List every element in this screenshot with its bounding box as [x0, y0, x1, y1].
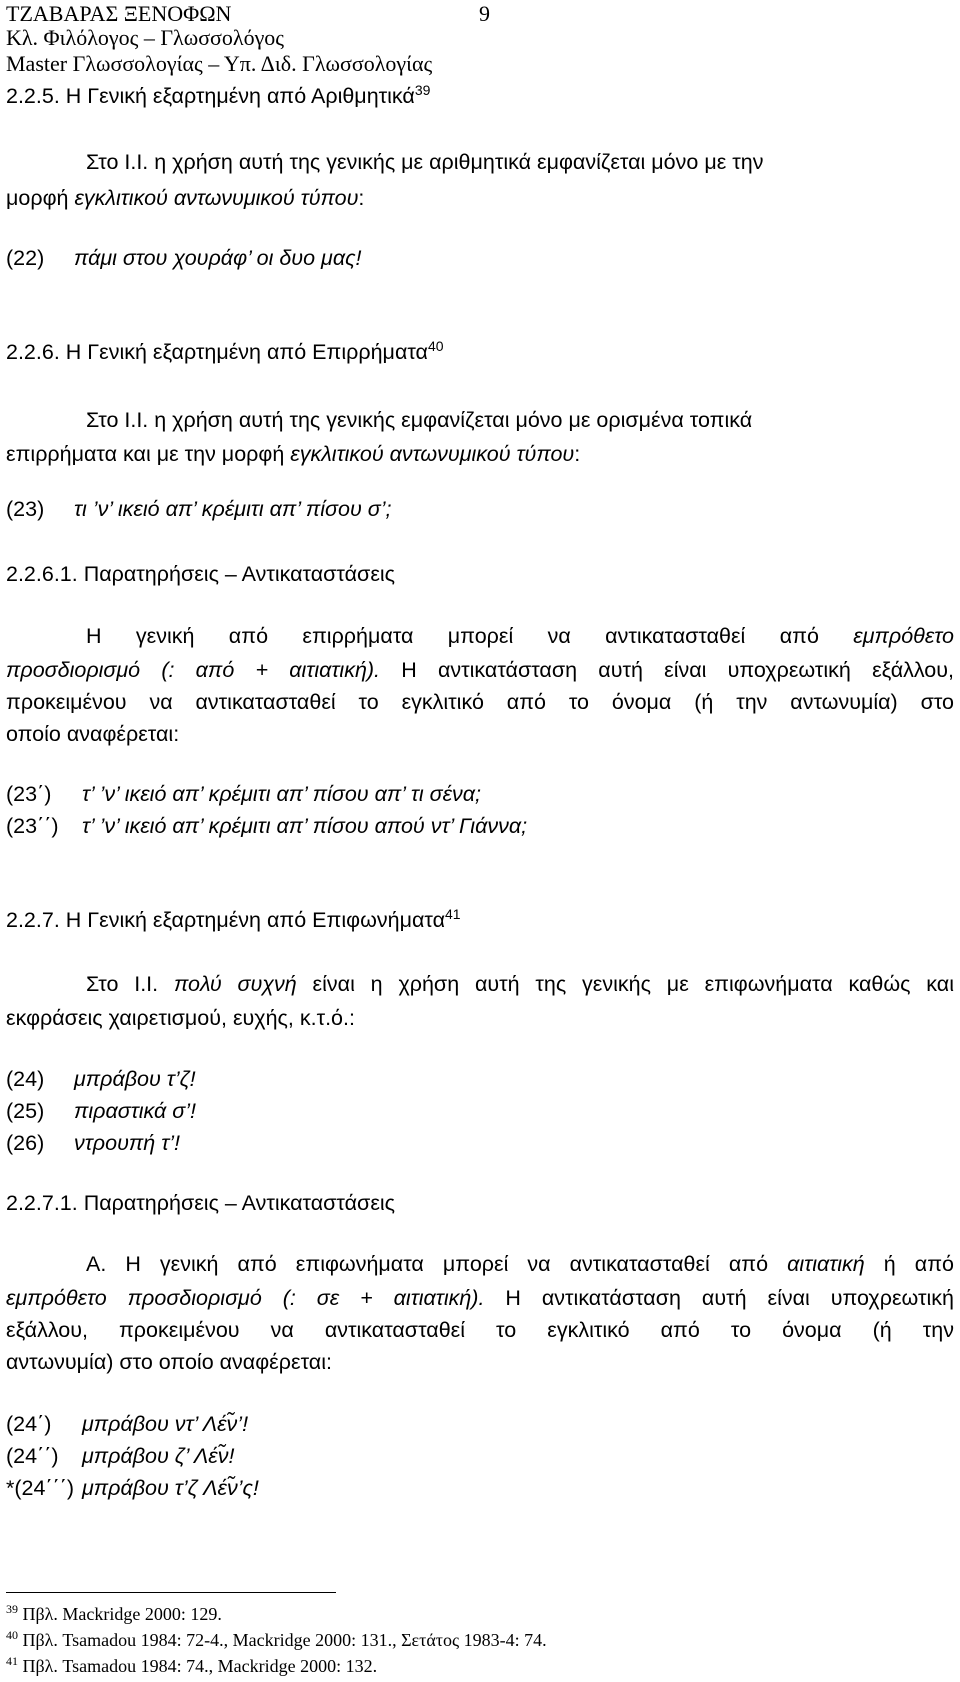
- paragraph-2-2-6-1-line3: προκειμένου να αντικατασταθεί το εγκλιτικό από το όνομα (ή την αντωνυμία) στο: [6, 690, 954, 714]
- footnote-number: 41: [6, 1654, 18, 1668]
- example-text: μπράβου τ’ζ Λέν̃’ς!: [82, 1476, 259, 1500]
- footnote-ref-41: 41: [445, 906, 461, 922]
- footnote-39: [6, 1604, 222, 1624]
- page-header: [6, 2, 954, 26]
- footnote-text: Πβλ. Mackridge 2000: 129.: [22, 1604, 222, 1624]
- example-text: πιραστικά σ’!: [74, 1099, 196, 1123]
- example-23a: [6, 782, 954, 806]
- section-heading-2-2-7-1: 2.2.7.1. Παρατηρήσεις – Αντικαταστάσεις: [6, 1191, 396, 1215]
- example-number: (24΄΄): [6, 1444, 59, 1468]
- example-24b: [6, 1444, 954, 1468]
- example-number: (23): [6, 497, 45, 521]
- header-title-line1: Κλ. Φιλόλογος – Γλωσσολόγος: [6, 25, 285, 50]
- example-25: [6, 1099, 954, 1123]
- example-23b: [6, 814, 954, 838]
- paragraph-2-2-7-line2: εκφράσεις χαιρετισμού, ευχής, κ.τ.ό.:: [6, 1006, 355, 1030]
- footnote-separator: [6, 1592, 336, 1593]
- example-text: πάμι στου χουράφ’ οι δυο μας!: [74, 246, 362, 270]
- section-heading-2-2-6: 2.2.6. Η Γενική εξαρτημένη από Επιρρήματα$^{40}$: [6, 338, 444, 364]
- example-24: [6, 1067, 954, 1091]
- paragraph-2-2-5-line1: Στο Ι.Ι. η χρήση αυτή της γενικής με αριθμητικά εμφανίζεται μόνο με την: [86, 150, 764, 174]
- example-23: [6, 497, 954, 521]
- paragraph-2-2-5-line2: μορφή εγκλιτικού αντωνυμικού τύπου:: [6, 186, 365, 210]
- example-number: (26): [6, 1131, 45, 1155]
- footnote-40: [6, 1630, 547, 1650]
- paragraph-2-2-7-1-line2: εμπρόθετο προσδιορισμό (: σε + αιτιατική). Η αντικατάσταση αυτή είναι υποχρεωτική: [6, 1286, 954, 1310]
- example-26: [6, 1131, 954, 1155]
- paragraph-2-2-7-line1: Στο Ι.Ι. πολύ συχνή είναι η χρήση αυτή της γενικής με επιφωνήματα καθώς και: [86, 972, 955, 996]
- example-number: (24΄): [6, 1412, 52, 1436]
- footnote-ref-39: 39: [414, 82, 431, 98]
- example-number: *(24΄΄΄): [6, 1476, 75, 1500]
- example-number: (23΄): [6, 782, 52, 806]
- example-text: μπράβου ντ’ Λέν̃’!: [82, 1412, 249, 1436]
- footnote-text: Πβλ. Tsamadou 1984: 72-4., Mackridge 2000: 131., Σετάτος 1983-4: 74.: [22, 1630, 547, 1650]
- page-number: 9: [479, 1, 490, 26]
- header-author: ΤΖΑΒΑΡΑΣ ΞΕΝΟΦΩΝ: [6, 1, 232, 26]
- example-text: μπράβου τ’ζ!: [74, 1067, 196, 1091]
- paragraph-2-2-6-line1: Στο Ι.Ι. η χρήση αυτή της γενικής εμφανίζεται μόνο με ορισμένα τοπικά: [86, 408, 753, 432]
- paragraph-2-2-7-1-line4: αντωνυμία) στο οποίο αναφέρεται:: [6, 1350, 332, 1374]
- example-text: μπράβου ζ’ Λέν̃!: [82, 1444, 235, 1468]
- paragraph-2-2-6-1-line4: οποίο αναφέρεται:: [6, 722, 180, 746]
- paragraph-2-2-7-1-line3: εξάλλου, προκειμένου να αντικατασταθεί το εγκλιτικό από το όνομα (ή την: [6, 1318, 954, 1342]
- section-heading-2-2-6-1: 2.2.6.1. Παρατηρήσεις – Αντικαταστάσεις: [6, 562, 396, 586]
- example-number: (24): [6, 1067, 45, 1091]
- example-number: (23΄΄): [6, 814, 59, 838]
- example-number: (22): [6, 246, 45, 270]
- header-title-line2: Master Γλωσσολογίας – Υπ. Διδ. Γλωσσολογίας: [6, 51, 433, 76]
- example-24c: [6, 1476, 954, 1500]
- footnote-41: [6, 1656, 377, 1676]
- footnote-number: 40: [6, 1628, 18, 1642]
- paragraph-2-2-6-line2: επιρρήματα και με την μορφή εγκλιτικού αντωνυμικού τύπου:: [6, 442, 581, 466]
- paragraph-2-2-6-1-line2: προσδιορισμό (: από + αιτιατική). Η αντικατάσταση αυτή είναι υποχρεωτική εξάλλου,: [6, 658, 954, 682]
- example-text: ντρουπή τ’!: [74, 1131, 180, 1155]
- example-text: τ’ ’ν’ ικειό απ’ κρέμιτι απ’ πίσου απού ντ’ Γιάννα;: [82, 814, 528, 838]
- example-text: τι ’ν’ ικειό απ’ κρέμιτι απ’ πίσου σ’;: [74, 497, 392, 521]
- example-text: τ’ ’ν’ ικειό απ’ κρέμιτι απ’ πίσου απ’ τι σένα;: [82, 782, 482, 806]
- paragraph-2-2-7-1-line1: Α. Η γενική από επιφωνήματα μπορεί να αντικατασταθεί από αιτιατική ή από: [86, 1252, 955, 1276]
- footnote-ref-40: 40: [428, 338, 444, 354]
- example-22: [6, 246, 954, 270]
- section-heading-2-2-7: 2.2.7. Η Γενική εξαρτημένη από Επιφωνήματα$^{41}$: [6, 906, 461, 932]
- section-heading-2-2-5: 2.2.5. Η Γενική εξαρτημένη από Αριθμητικά$^{39}$: [6, 82, 431, 108]
- footnote-text: Πβλ. Tsamadou 1984: 74., Mackridge 2000: 132.: [22, 1656, 378, 1676]
- footnote-number: 39: [6, 1602, 18, 1616]
- example-24a: [6, 1412, 954, 1436]
- example-number: (25): [6, 1099, 45, 1123]
- paragraph-2-2-6-1-line1: Η γενική από επιρρήματα μπορεί να αντικατασταθεί από εμπρόθετο: [86, 624, 954, 648]
